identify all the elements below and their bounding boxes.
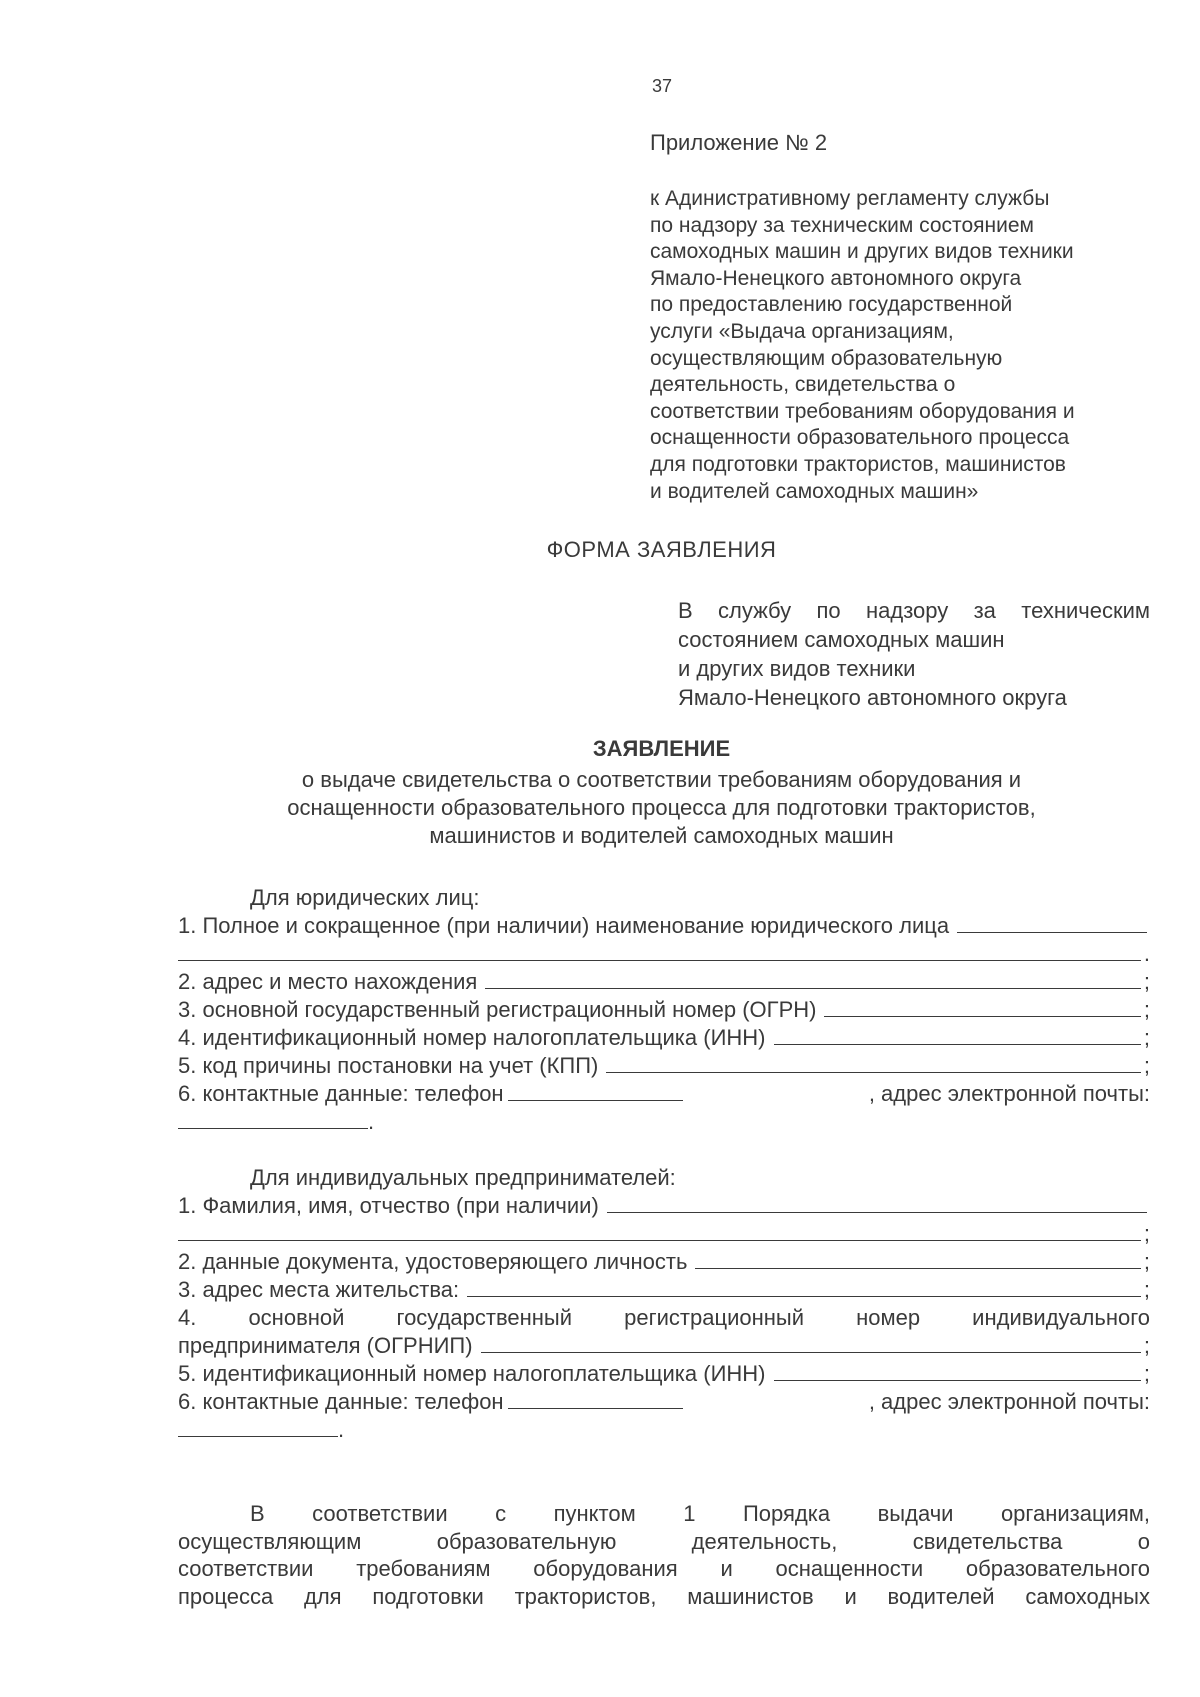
page-number: 37 (652, 76, 673, 96)
addressee-line: и других видов техники (678, 656, 916, 681)
legal-inn-field[interactable] (774, 1026, 1141, 1045)
appendix-reference (650, 186, 1170, 505)
legal-heading: Для юридических лиц: (250, 885, 480, 910)
legal-address-field[interactable] (485, 970, 1141, 989)
addressee-line: Ямало-Ненецкого автономного округа (678, 685, 1067, 710)
individual-item-1-cont: ; (178, 1220, 1150, 1248)
legal-name-field[interactable] (957, 914, 1147, 933)
appendix-line: к Адинистративному регламенту службы (650, 187, 1050, 210)
individual-item-5: 5. идентификационный номер налогоплательщика (ИНН) ; (178, 1361, 1150, 1386)
body-paragraph (178, 1500, 1150, 1610)
individual-item-4-cont: предпринимателя (ОГРНИП) ; (178, 1333, 1150, 1358)
paragraph-line: процесса для подготовки трактористов, машинистов и водителей самоходных (178, 1583, 1150, 1609)
individual-heading: Для индивидуальных предпринимателей: (250, 1165, 676, 1190)
appendix-title: Приложение № 2 (650, 130, 828, 155)
legal-name-field-cont[interactable] (178, 942, 1141, 961)
ogrn-field[interactable] (824, 998, 1140, 1017)
appendix-line: Ямало-Ненецкого автономного округа (650, 266, 1022, 290)
form-title: ФОРМА ЗАЯВЛЕНИЯ (546, 537, 777, 562)
legal-entities-section (178, 884, 1150, 1136)
paragraph-line: В соответствии с пунктом 1 Порядка выдачи организациям, (250, 1501, 1150, 1526)
ogrnip-field[interactable] (481, 1334, 1141, 1353)
legal-item-6-cont: . (178, 1108, 1150, 1136)
kpp-field[interactable] (606, 1054, 1141, 1073)
application-heading: ЗАЯВЛЕНИЕ (592, 736, 731, 761)
subtitle-line: оснащенности образовательного процесса для подготовки трактористов, (287, 795, 1036, 820)
legal-item-4: 4. идентификационный номер налогоплательщика (ИНН) ; (178, 1025, 1150, 1050)
fio-field-cont[interactable] (178, 1222, 1141, 1241)
subtitle-line: машинистов и водителей самоходных машин (429, 823, 894, 848)
application-subtitle (150, 766, 1173, 850)
appendix-line: осуществляющим образовательную (650, 346, 1003, 370)
individual-item-1: 1. Фамилия, имя, отчество (при наличии) (178, 1192, 1150, 1220)
fio-field[interactable] (607, 1194, 1147, 1213)
appendix-line: самоходных машин и других видов техники (650, 240, 1074, 264)
addressee-line: В службу по надзору за техническим (678, 598, 1150, 623)
legal-phone-field[interactable] (508, 1082, 683, 1101)
subtitle-line: о выдаче свидетельства о соответствии требованиям оборудования и (301, 767, 1022, 792)
legal-item-6: 6. контактные данные: телефон , адрес электронной почты: (178, 1081, 1150, 1106)
appendix-line: деятельность, свидетельства о (650, 373, 956, 397)
legal-item-1-cont: . (178, 940, 1150, 968)
individual-inn-field[interactable] (774, 1362, 1141, 1381)
addressee-line: состоянием самоходных машин (678, 627, 1005, 652)
individual-item-6-cont: . (178, 1416, 1150, 1444)
legal-item-1: 1. Полное и сокращенное (при наличии) наименование юридического лица (178, 912, 1150, 940)
appendix-line: и водителей самоходных машин» (650, 479, 979, 503)
appendix-line: по предоставлению государственной (650, 293, 1013, 317)
appendix-line: для подготовки трактористов, машинистов (650, 452, 1066, 476)
addressee-block (678, 596, 1150, 712)
appendix-line: по надзору за техническим состоянием (650, 213, 1034, 237)
legal-item-3: 3. основной государственный регистрационный номер (ОГРН) ; (178, 997, 1150, 1022)
individual-item-2: 2. данные документа, удостоверяющего личность ; (178, 1249, 1150, 1274)
paragraph-line: соответствии требованиям оборудования и оснащенности образовательного (178, 1556, 1150, 1582)
residence-field[interactable] (467, 1278, 1141, 1297)
legal-item-2: 2. адрес и место нахождения ; (178, 969, 1150, 994)
individual-item-3: 3. адрес места жительства: ; (178, 1277, 1150, 1302)
individual-phone-field[interactable] (508, 1390, 683, 1409)
individual-email-field[interactable] (178, 1418, 338, 1437)
legal-email-field[interactable] (178, 1110, 368, 1129)
individual-item-6: 6. контактные данные: телефон , адрес электронной почты: (178, 1389, 1150, 1414)
appendix-line: услуги «Выдача организациям, (650, 319, 954, 343)
appendix-line: соответствии требованиям оборудования и (650, 399, 1075, 423)
paragraph-line: осуществляющим образовательную деятельность, свидетельства о (178, 1528, 1150, 1554)
appendix-line: оснащенности образовательного процесса (650, 426, 1070, 450)
individual-item-4: 4. основной государственный регистрационный номер индивидуального (178, 1305, 1150, 1330)
individual-section (178, 1164, 1150, 1444)
legal-item-5: 5. код причины постановки на учет (КПП) ; (178, 1053, 1150, 1078)
id-document-field[interactable] (695, 1250, 1140, 1269)
